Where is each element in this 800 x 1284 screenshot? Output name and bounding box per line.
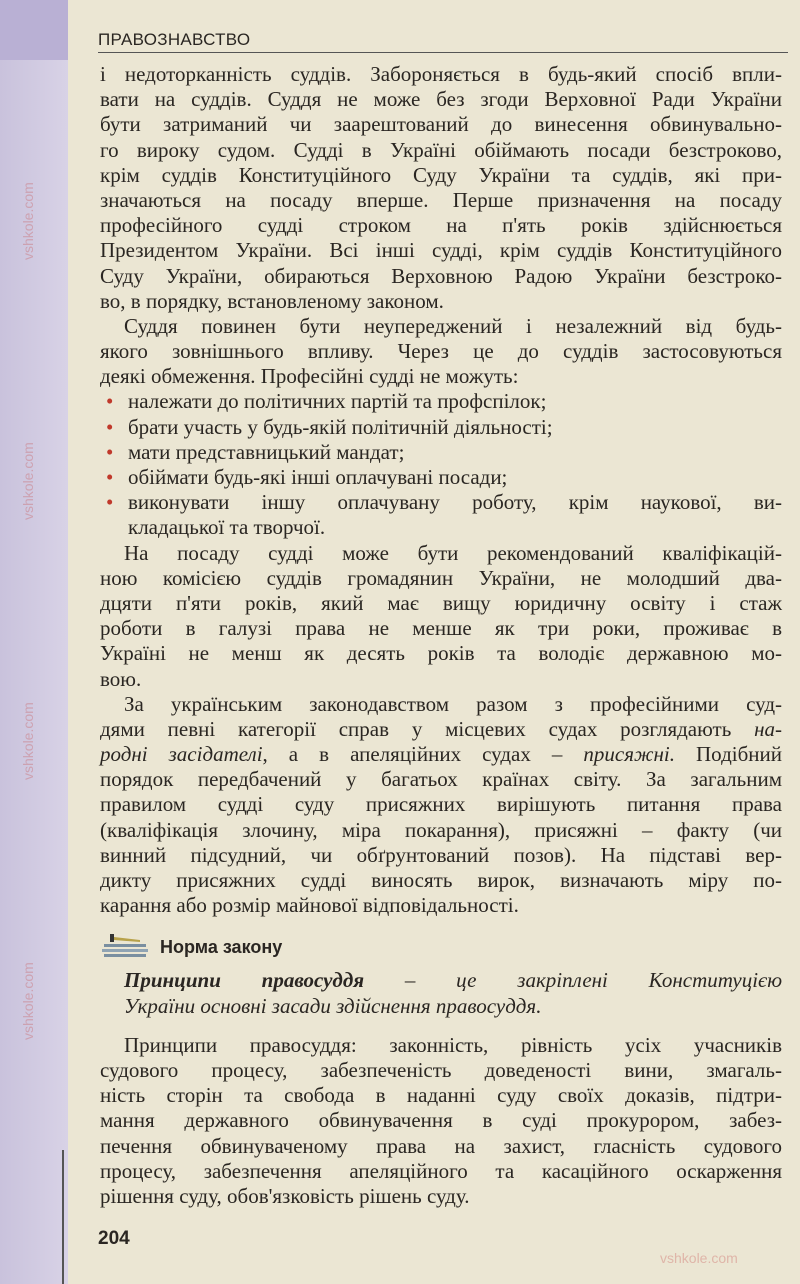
text-segment: деякі обмеження. Професійні судді не можуть: xyxy=(100,364,519,389)
bullet-item xyxy=(100,490,782,515)
main-text xyxy=(100,62,782,918)
text-line xyxy=(100,742,782,767)
text-segment: обіймати будь-які інші оплачувані посади; xyxy=(128,465,508,489)
text-segment: ність сторін та свобода в наданні суду своїх доказів, підтри- xyxy=(100,1083,782,1108)
text-line xyxy=(100,112,782,137)
watermark: vshkole.com xyxy=(20,182,36,260)
text-segment: брати участь у будь-якій політичній діяльності; xyxy=(128,414,553,439)
text-line xyxy=(100,1134,782,1159)
page-edge xyxy=(62,1150,64,1284)
text-segment: го вироку судом. Судді в Україні обіймають посади безстроково, xyxy=(100,137,782,162)
text-segment: професійного судді строком на п'ять років здійснюється xyxy=(100,213,782,238)
text-segment: мати представницький мандат; xyxy=(128,439,405,464)
text-segment: ною комісією суддів громадянин України, не молодший два- xyxy=(100,565,782,590)
text-segment: – це закріплені Конституцією xyxy=(364,968,782,993)
text-line xyxy=(100,1058,782,1083)
text-segment: вати на суддів. Суддя не може без згоди Верховної Ради України xyxy=(100,87,782,112)
text-segment: винний підсудний, чи обґрунтований позов). На підставі вер- xyxy=(100,842,782,867)
text-segment: належати до політичних партій та профспілок; xyxy=(128,389,547,414)
text-segment: крім суддів Конституційного Суду України та суддів, які при- xyxy=(100,162,782,187)
text-segment: значаються на посаду вперше. Перше призначення на посаду xyxy=(100,187,782,212)
text-line xyxy=(100,641,782,666)
text-line xyxy=(100,717,782,742)
text-line xyxy=(100,616,782,641)
bullet-item xyxy=(100,389,782,414)
bullet-icon: • xyxy=(106,465,114,489)
text-segment: Суддя повинен бути неупереджений і незалежний від будь- xyxy=(124,313,782,338)
bullet-item xyxy=(100,440,782,465)
text-line xyxy=(100,314,782,339)
text-segment: вою. xyxy=(100,666,142,691)
text-segment: рішення суду, обов'язковість рішень суду. xyxy=(100,1183,470,1208)
text-line xyxy=(100,238,782,263)
text-segment: , а в апеляційних судах – xyxy=(262,742,584,767)
bullet-icon: • xyxy=(106,490,114,515)
text-segment: бути затриманий чи заарештований до винесення обвинувально- xyxy=(100,112,782,137)
text-line xyxy=(100,188,782,213)
text-segment: порядок передбачений у багатьох країнах світу. За загальним xyxy=(100,767,782,792)
page-side-stripe xyxy=(0,0,68,1284)
text-segment: на- xyxy=(754,716,782,741)
text-line xyxy=(100,1159,782,1184)
bullet-item xyxy=(100,465,782,490)
text-line xyxy=(100,515,782,540)
text-line xyxy=(100,692,782,717)
text-line xyxy=(100,893,782,918)
text-line xyxy=(100,138,782,163)
bullet-item xyxy=(100,415,782,440)
text-segment: Подібний xyxy=(675,742,782,767)
text-segment: (кваліфікація злочину, міра покарання), присяжні – факту (чи xyxy=(100,817,782,842)
text-segment: Принципи правосуддя: законність, рівність усіх учасників xyxy=(124,1032,782,1057)
text-line xyxy=(100,667,782,692)
text-line xyxy=(100,767,782,792)
text-segment: дикту присяжних судді виносять вирок, визначають міру по- xyxy=(100,868,782,892)
text-segment: виконувати іншу оплачувану роботу, крім наукової, ви- xyxy=(128,490,782,515)
page-corner-decoration xyxy=(0,0,68,60)
text-segment: правилом судді суду присяжних вирішують питання права xyxy=(100,792,782,817)
text-line xyxy=(100,566,782,591)
text-segment: карання або розмір майнової відповідальності. xyxy=(100,893,519,918)
text-line xyxy=(100,163,782,188)
text-segment: Україні не менш як десять років та володіє державною мо- xyxy=(100,641,782,666)
text-line xyxy=(100,62,782,87)
watermark: vshkole.com xyxy=(20,442,36,520)
text-line xyxy=(100,1033,782,1058)
watermark: vshkole.com xyxy=(20,702,36,780)
text-line xyxy=(100,541,782,566)
text-line xyxy=(100,868,782,893)
text-segment: дями певні категорії справ у місцевих судах розглядають xyxy=(100,716,755,741)
text-segment: родні засідателі xyxy=(100,742,263,767)
page-number: 204 xyxy=(98,1228,130,1249)
text-segment: На посаду судді може бути рекомендований кваліфікацій- xyxy=(124,540,782,565)
principles-text xyxy=(100,1033,782,1209)
text-line xyxy=(100,364,782,389)
text-segment: дцяти п'яти років, який має вищу юридичну освіту і стаж xyxy=(100,590,782,615)
text-segment: Президентом України. Всі інші судді, крім суддів Конституційного xyxy=(100,238,782,263)
text-line xyxy=(100,591,782,616)
norm-section-title: Норма закону xyxy=(160,936,283,957)
running-header: ПРАВОЗНАВСТВО xyxy=(98,30,788,53)
text-line xyxy=(100,87,782,112)
text-segment: України основні засади здійснення правосуддя. xyxy=(124,993,542,1018)
bullet-icon: • xyxy=(106,439,114,464)
text-segment: печення обвинуваченому права на захист, гласність судового xyxy=(100,1133,782,1158)
definition-text xyxy=(100,968,782,1018)
watermark: vshkole.com xyxy=(20,962,36,1040)
text-segment: і недоторканність суддів. Забороняється в будь-який спосіб впли- xyxy=(100,62,782,86)
text-segment: роботи в галузі права не менше як три роки, проживає в xyxy=(100,616,782,641)
text-segment: мання державного обвинувачення в суді прокурором, забез- xyxy=(100,1108,782,1133)
text-segment: За українським законодавством разом з професійними суд- xyxy=(124,691,782,716)
text-line xyxy=(100,994,782,1019)
watermark: vshkole.com xyxy=(660,1250,738,1266)
text-line xyxy=(100,1184,782,1209)
text-segment: якого зовнішнього впливу. Через це до суддів застосовуються xyxy=(100,339,782,364)
norm-section-heading xyxy=(100,932,782,962)
text-line xyxy=(100,289,782,314)
page-body xyxy=(100,62,782,1209)
text-line xyxy=(100,792,782,817)
text-line xyxy=(100,843,782,868)
text-segment: Принципи правосуддя xyxy=(124,968,365,993)
text-line xyxy=(100,264,782,289)
text-segment: судового процесу, забезпеченість доведеності вини, змагаль- xyxy=(100,1057,782,1082)
bullet-icon: • xyxy=(106,389,114,414)
text-line xyxy=(100,968,782,993)
text-line xyxy=(100,339,782,364)
text-segment: присяжні. xyxy=(583,742,675,767)
text-segment: процесу, забезпечення апеляційного та касаційного оскарження xyxy=(100,1158,782,1183)
text-line xyxy=(100,1108,782,1133)
text-line xyxy=(100,1083,782,1108)
text-segment: во, в порядку, встановленому законом. xyxy=(100,288,444,313)
text-line xyxy=(100,818,782,843)
text-line xyxy=(100,213,782,238)
text-segment: Суду України, обираються Верховною Радою України безстроко- xyxy=(100,263,782,288)
bullet-icon: • xyxy=(106,414,114,439)
text-segment: кладацької та творчої. xyxy=(128,515,326,540)
law-book-gavel-icon xyxy=(100,932,150,962)
